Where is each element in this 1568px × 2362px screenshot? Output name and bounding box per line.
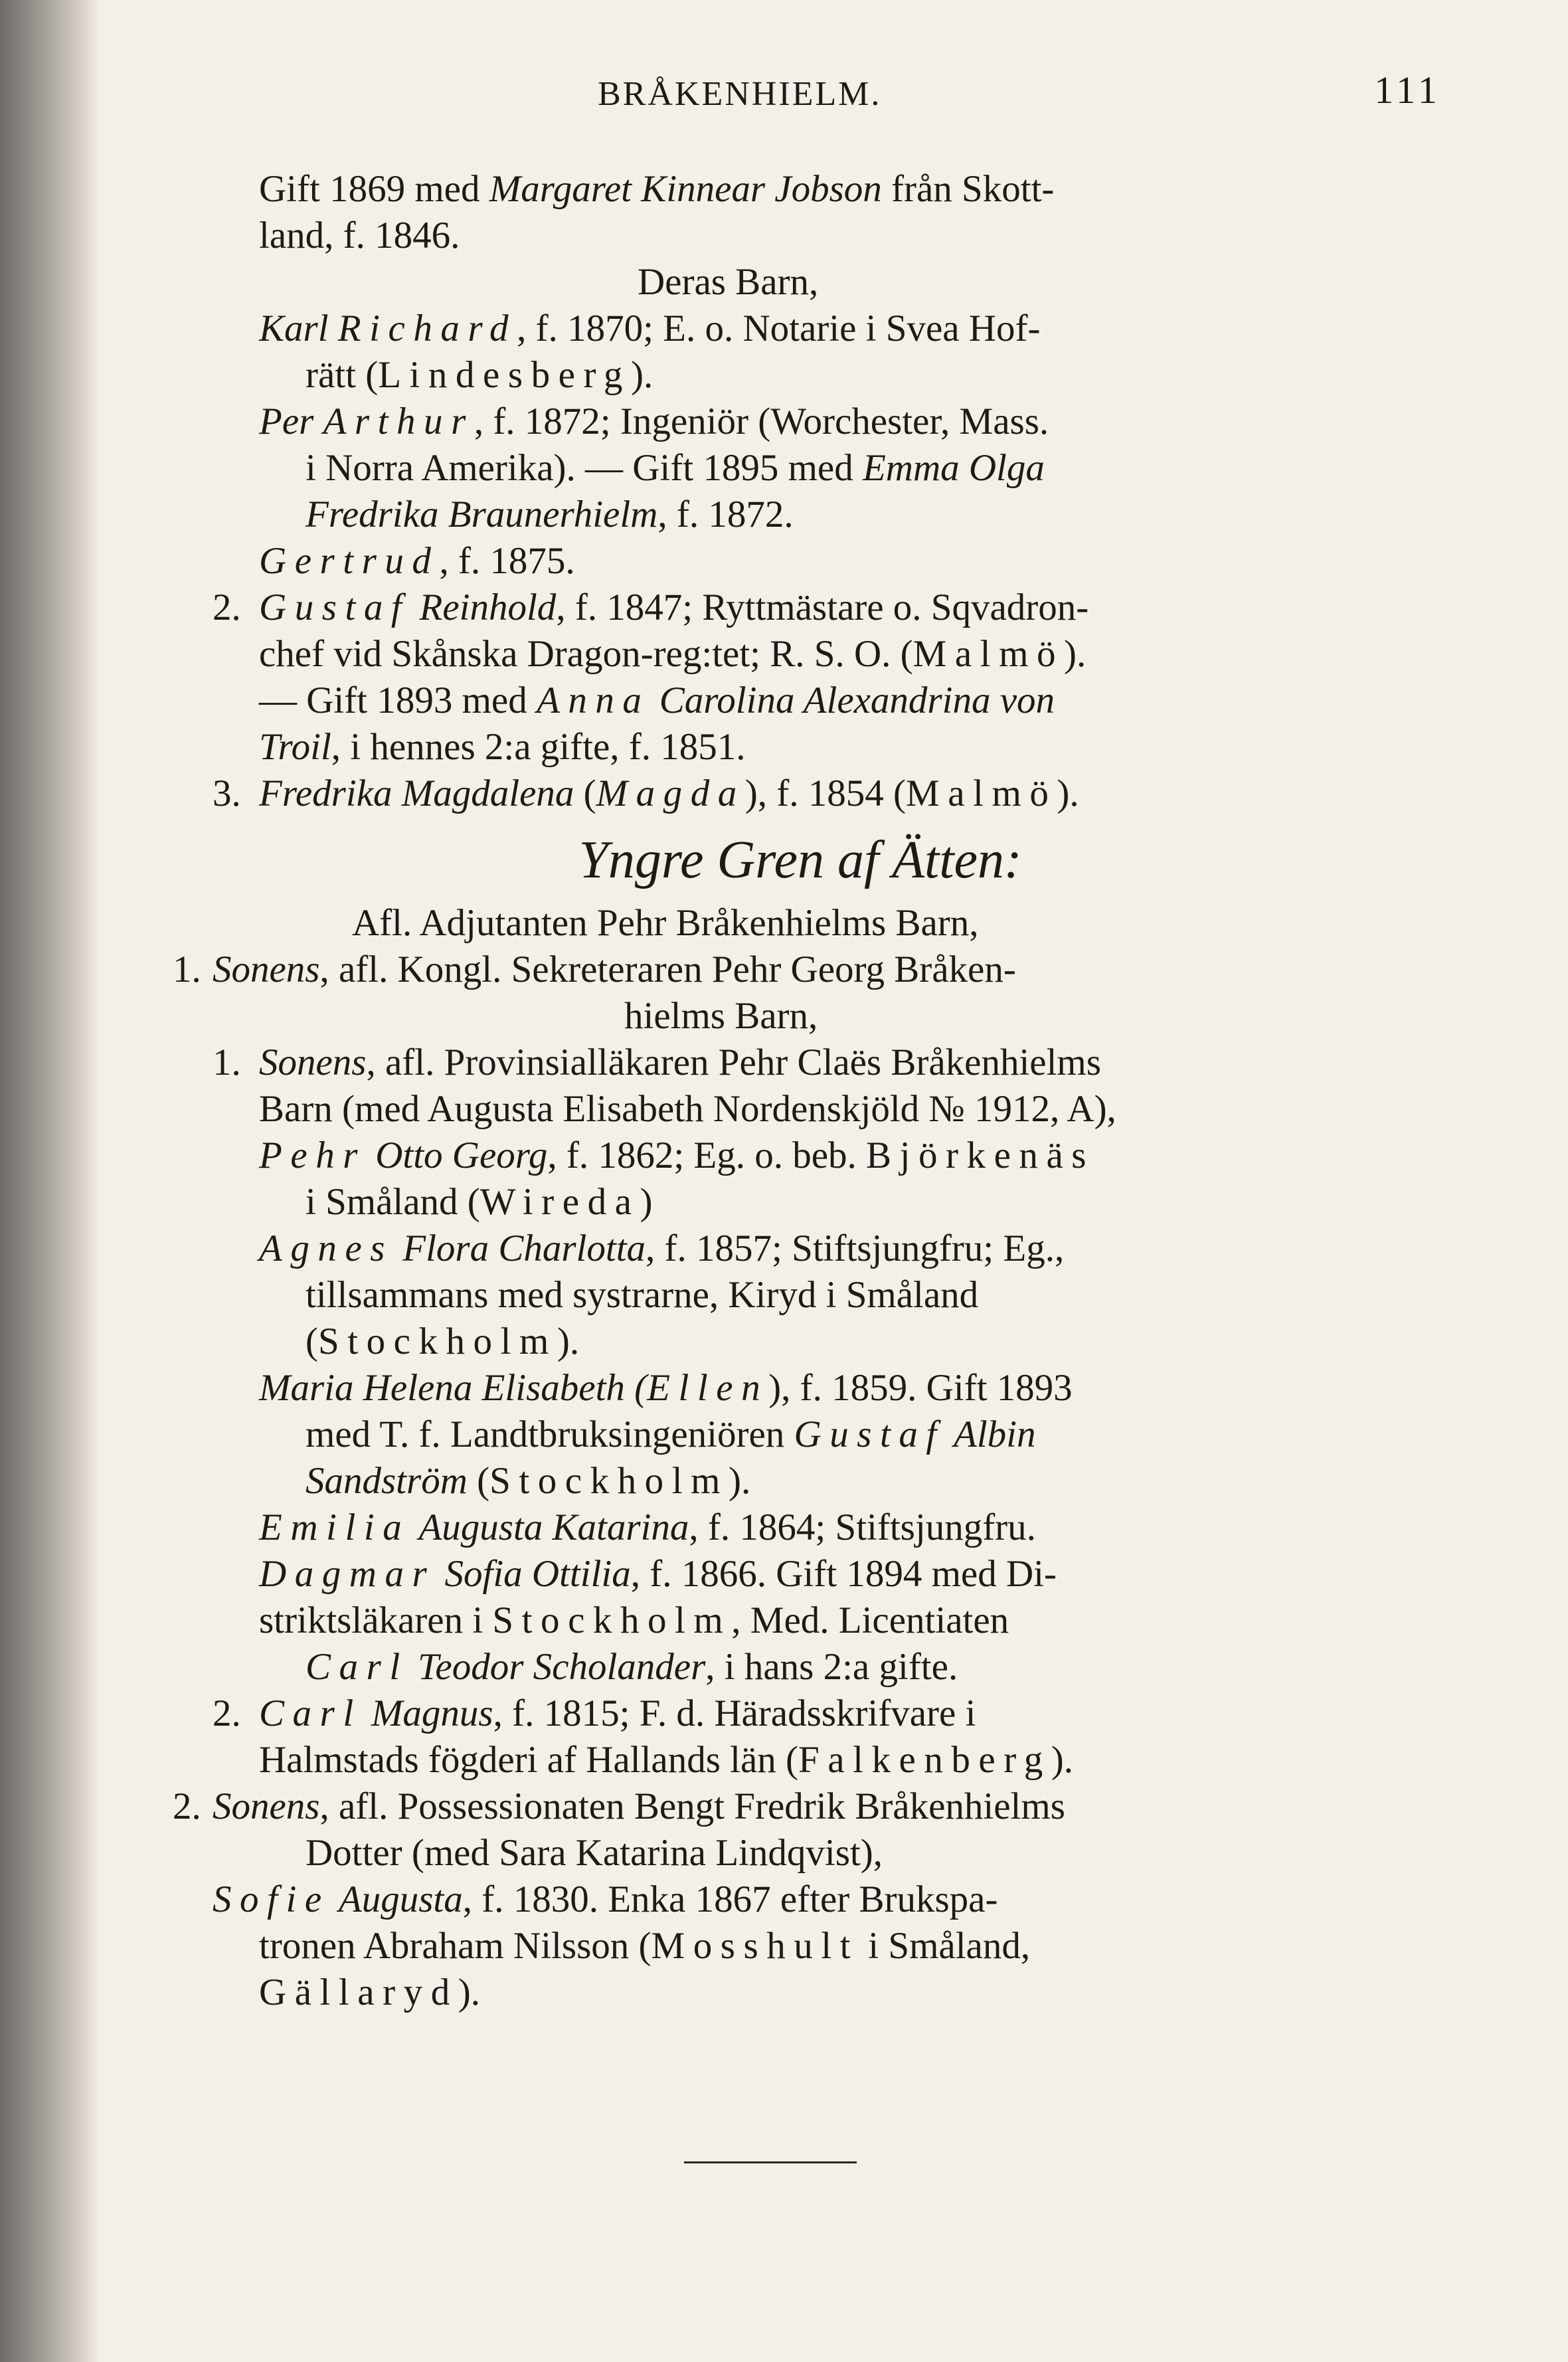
text-line: Dagmar Sofia Ottilia, f. 1866. Gift 1894 med Di- (259, 1553, 1057, 1595)
text-line: Sofie Augusta, f. 1830. Enka 1867 efter Brukspa- (213, 1878, 998, 1920)
text-line: tronen Abraham Nilsson (Mosshult i Småland, (259, 1925, 1031, 1967)
text-line: Dotter (med Sara Katarina Lindqvist), (305, 1832, 883, 1874)
text-line: Carl Teodor Scholander, i hans 2:a gifte. (305, 1646, 958, 1688)
text-line: (Stockholm). (305, 1320, 580, 1362)
text-line: Barn (med Augusta Elisabeth Nordenskjöld № 1912, A), (259, 1088, 1116, 1130)
text-line: 2. Gustaf Reinhold, f. 1847; Ryttmästare o. Sqvadron- (159, 585, 1441, 631)
text-line: Emilia Augusta Katarina, f. 1864; Stiftsjungfru. (259, 1506, 1036, 1548)
page-number: 111 (1374, 68, 1441, 112)
text-line: Sandström (Stockholm). (305, 1460, 751, 1502)
text-line: Karl Richard, f. 1870; E. o. Notarie i Svea Hof- (259, 308, 1041, 349)
list-number: 2. (213, 1692, 241, 1734)
end-rule (684, 2161, 857, 2163)
text-line: 1. Sonens, afl. Provinsialläkaren Pehr Claës Bråkenhielms (159, 1040, 1441, 1086)
text-line: striktsläkaren i Stockholm, Med. Licentiaten (259, 1599, 1009, 1641)
text-line: Maria Helena Elisabeth (Ellen), f. 1859. Gift 1893 (259, 1367, 1073, 1409)
text-line: Gällaryd). (259, 1971, 480, 2013)
text-line: — Gift 1893 med Anna Carolina Alexandrina von (259, 680, 1055, 721)
text-line: Halmstads fögderi af Hallands län (Falkenberg). (259, 1739, 1074, 1781)
text-line: 2. Sonens, afl. Possessionaten Bengt Fredrik Bråkenhielms (159, 1783, 1441, 1830)
list-number: 2. (173, 1785, 201, 1827)
page-header (159, 53, 1441, 133)
list-number: 3. (213, 772, 241, 814)
text-line: Afl. Adjutanten Pehr Bråkenhielms Barn, (352, 902, 979, 944)
text-line: Fredrika Braunerhielm, f. 1872. (305, 494, 794, 535)
text-line: land, f. 1846. (259, 215, 460, 256)
book-spine-shadow (0, 0, 100, 2362)
list-number: 2. (213, 587, 241, 628)
text-line: med T. f. Landtbruksingeniören Gustaf Albin (305, 1413, 1036, 1455)
text-line: tillsammans med systrarne, Kiryd i Småland (305, 1274, 979, 1316)
text-line: 1. Sonens, afl. Kongl. Sekreteraren Pehr Georg Bråken- (159, 947, 1441, 993)
list-number: 1. (173, 949, 201, 990)
text-line: chef vid Skånska Dragon-reg:tet; R. S. O. (Malmö). (259, 633, 1087, 675)
text-line: 3. Fredrika Magdalena (Magda), f. 1854 (Malmö). (159, 771, 1441, 817)
text-line: Gift 1869 med Margaret Kinnear Jobson från Skott- (259, 168, 1055, 210)
text-line: Troil, i hennes 2:a gifte, f. 1851. (259, 726, 746, 768)
text-line: Agnes Flora Charlotta, f. 1857; Stiftsjungfru; Eg., (259, 1227, 1065, 1269)
running-head: BRÅKENHIELM. (598, 75, 882, 113)
text-line: 2. Carl Magnus, f. 1815; F. d. Häradsskrifvare i (159, 1690, 1441, 1737)
text-line: Pehr Otto Georg, f. 1862; Eg. o. beb. Björkenäs (259, 1135, 1095, 1176)
text-line: Deras Barn, (638, 261, 819, 303)
text-line: Per Arthur, f. 1872; Ingeniör (Worchester, Mass. (259, 401, 1049, 442)
book-page (159, 53, 1441, 2312)
text-line: Gertrud, f. 1875. (259, 540, 575, 582)
text-line: i Småland (Wireda) (305, 1181, 653, 1223)
list-number: 1. (213, 1042, 241, 1083)
section-heading: Yngre Gren af Ätten: (578, 831, 1022, 889)
text-line: i Norra Amerika). — Gift 1895 med Emma Olga (305, 447, 1045, 489)
text-line: rätt (Lindesberg). (305, 354, 653, 396)
text-line: hielms Barn, (624, 995, 818, 1037)
